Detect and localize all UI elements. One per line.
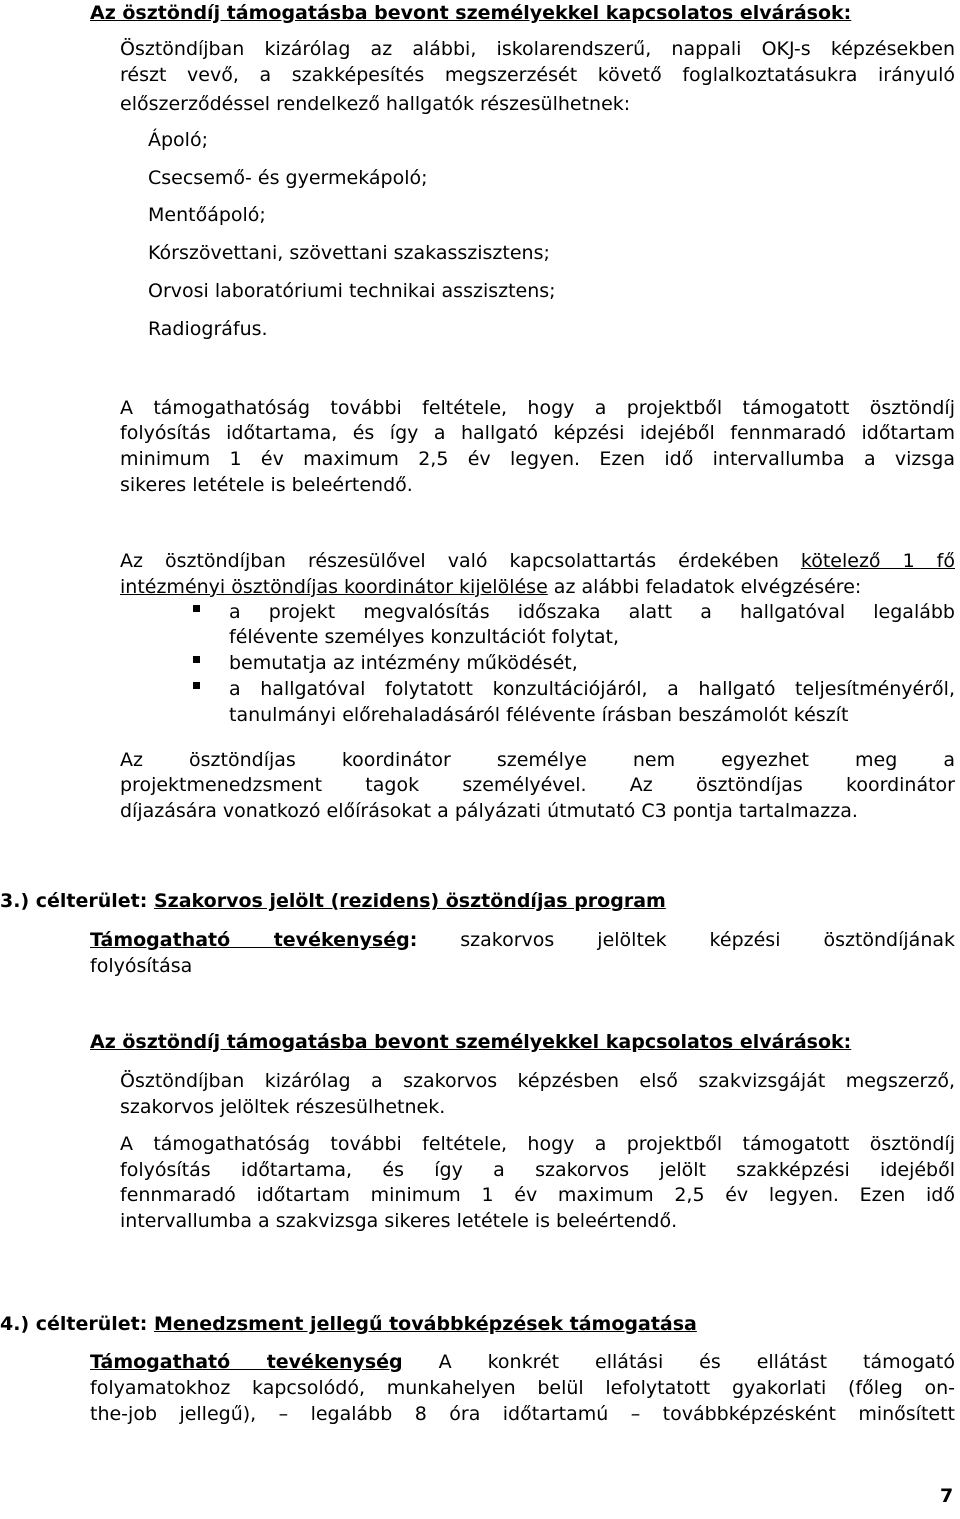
- section-3-activity-line-2: folyósítása: [90, 955, 193, 977]
- intro-line-3: előszerződéssel rendelkező hallgatók részesülhetnek:: [120, 93, 631, 115]
- list-item: Kórszövettani, szövettani szakasszisztens;: [148, 242, 550, 264]
- intro-line-2: részt vevő, a szakképesítés megszerzését követő foglalkoztatásukra irányuló: [120, 64, 955, 86]
- coordinator-line-1: Az ösztöndíjas koordinátor személye nem egyezhet meg a: [120, 749, 955, 771]
- intro-line-1: Ösztöndíjban kizárólag az alábbi, iskolarendszerű, nappali OKJ-s képzésekben: [120, 38, 955, 60]
- task-1-line-2: félévente személyes konzultációt folytat,: [229, 626, 620, 648]
- section-3-p2-line-1: A támogathatóság további feltétele, hogy a projektből támogatott ösztöndíj: [120, 1133, 955, 1155]
- condition-line-1: A támogathatóság további feltétele, hogy a projektből támogatott ösztöndíj: [120, 397, 955, 419]
- condition-line-2: folyósítás időtartama, és így a hallgató képzési idejéből fennmaradó időtartam: [120, 422, 955, 444]
- section-3-p1-line-2: szakorvos jelöltek részesülhetnek.: [120, 1096, 446, 1118]
- condition-line-3: minimum 1 év maximum 2,5 év legyen. Ezen idő intervallumba a vizsga: [120, 448, 955, 470]
- section-4-activity-line-1: Támogatható tevékenység A konkrét ellátási és ellátást támogató: [90, 1351, 955, 1373]
- section-heading-expectations: Az ösztöndíj támogatásba bevont személyekkel kapcsolatos elvárások:: [90, 2, 852, 24]
- section-4-line-3: the-job jellegű), – legalább 8 óra időtartamú – továbbképzésként minősített: [90, 1403, 955, 1425]
- section-3-heading-expectations: Az ösztöndíj támogatásba bevont személyekkel kapcsolatos elvárások:: [90, 1031, 852, 1053]
- section-3-p1-line-1: Ösztöndíjban kizárólag a szakorvos képzésben első szakvizsgáját megszerző,: [120, 1070, 955, 1092]
- condition-line-4: sikeres letétele is beleértendő.: [120, 474, 413, 496]
- coordinator-line-2: projektmenedzsment tagok személyével. Az ösztöndíjas koordinátor: [120, 774, 955, 796]
- task-3-line-1: a hallgatóval folytatott konzultációjáról, a hallgató teljesítményéről,: [229, 678, 955, 700]
- task-2-line-1: bemutatja az intézmény működését,: [229, 652, 578, 674]
- task-1-line-1: a projekt megvalósítás időszaka alatt a hallgatóval legalább: [229, 601, 955, 623]
- page-number: 7: [940, 1485, 954, 1507]
- list-item: Mentőápoló;: [148, 204, 266, 226]
- contact-line-2: intézményi ösztöndíjas koordinátor kijelölése az alábbi feladatok elvégzésére:: [120, 576, 862, 598]
- section-4-title: 4.) célterület: Menedzsment jellegű továbbképzések támogatása: [0, 1313, 697, 1335]
- bullet-icon: [193, 656, 200, 663]
- section-3-title: 3.) célterület: Szakorvos jelölt (rezidens) ösztöndíjas program: [0, 890, 666, 912]
- list-item: Radiográfus.: [148, 318, 268, 340]
- section-3-activity-line-1: Támogatható tevékenység: szakorvos jelöltek képzési ösztöndíjának: [90, 929, 956, 951]
- section-3-p2-line-4: intervallumba a szakvizsga sikeres letétele is beleértendő.: [120, 1210, 678, 1232]
- section-3-p2-line-3: fennmaradó időtartam minimum 1 év maximum 2,5 év legyen. Ezen idő: [120, 1184, 955, 1206]
- task-3-line-2: tanulmányi előrehaladásáról félévente írásban beszámolót készít: [229, 704, 849, 726]
- bullet-icon: [193, 682, 200, 689]
- contact-line-1: Az ösztöndíjban részesülővel való kapcsolattartás érdekében kötelező 1 fő: [120, 550, 955, 572]
- coordinator-line-3: díjazására vonatkozó előírásokat a pályázati útmutató C3 pontja tartalmazza.: [120, 800, 858, 822]
- bullet-icon: [193, 605, 200, 612]
- list-item: Ápoló;: [148, 129, 208, 151]
- list-item: Orvosi laboratóriumi technikai asszisztens;: [148, 280, 556, 302]
- section-3-p2-line-2: folyósítás időtartama, és így a szakorvos jelölt szakképzési idejéből: [120, 1159, 955, 1181]
- list-item: Csecsemő- és gyermekápoló;: [148, 167, 428, 189]
- section-4-line-2: folyamatokhoz kapcsolódó, munkahelyen belül lefolytatott gyakorlati (főleg on-: [90, 1377, 955, 1399]
